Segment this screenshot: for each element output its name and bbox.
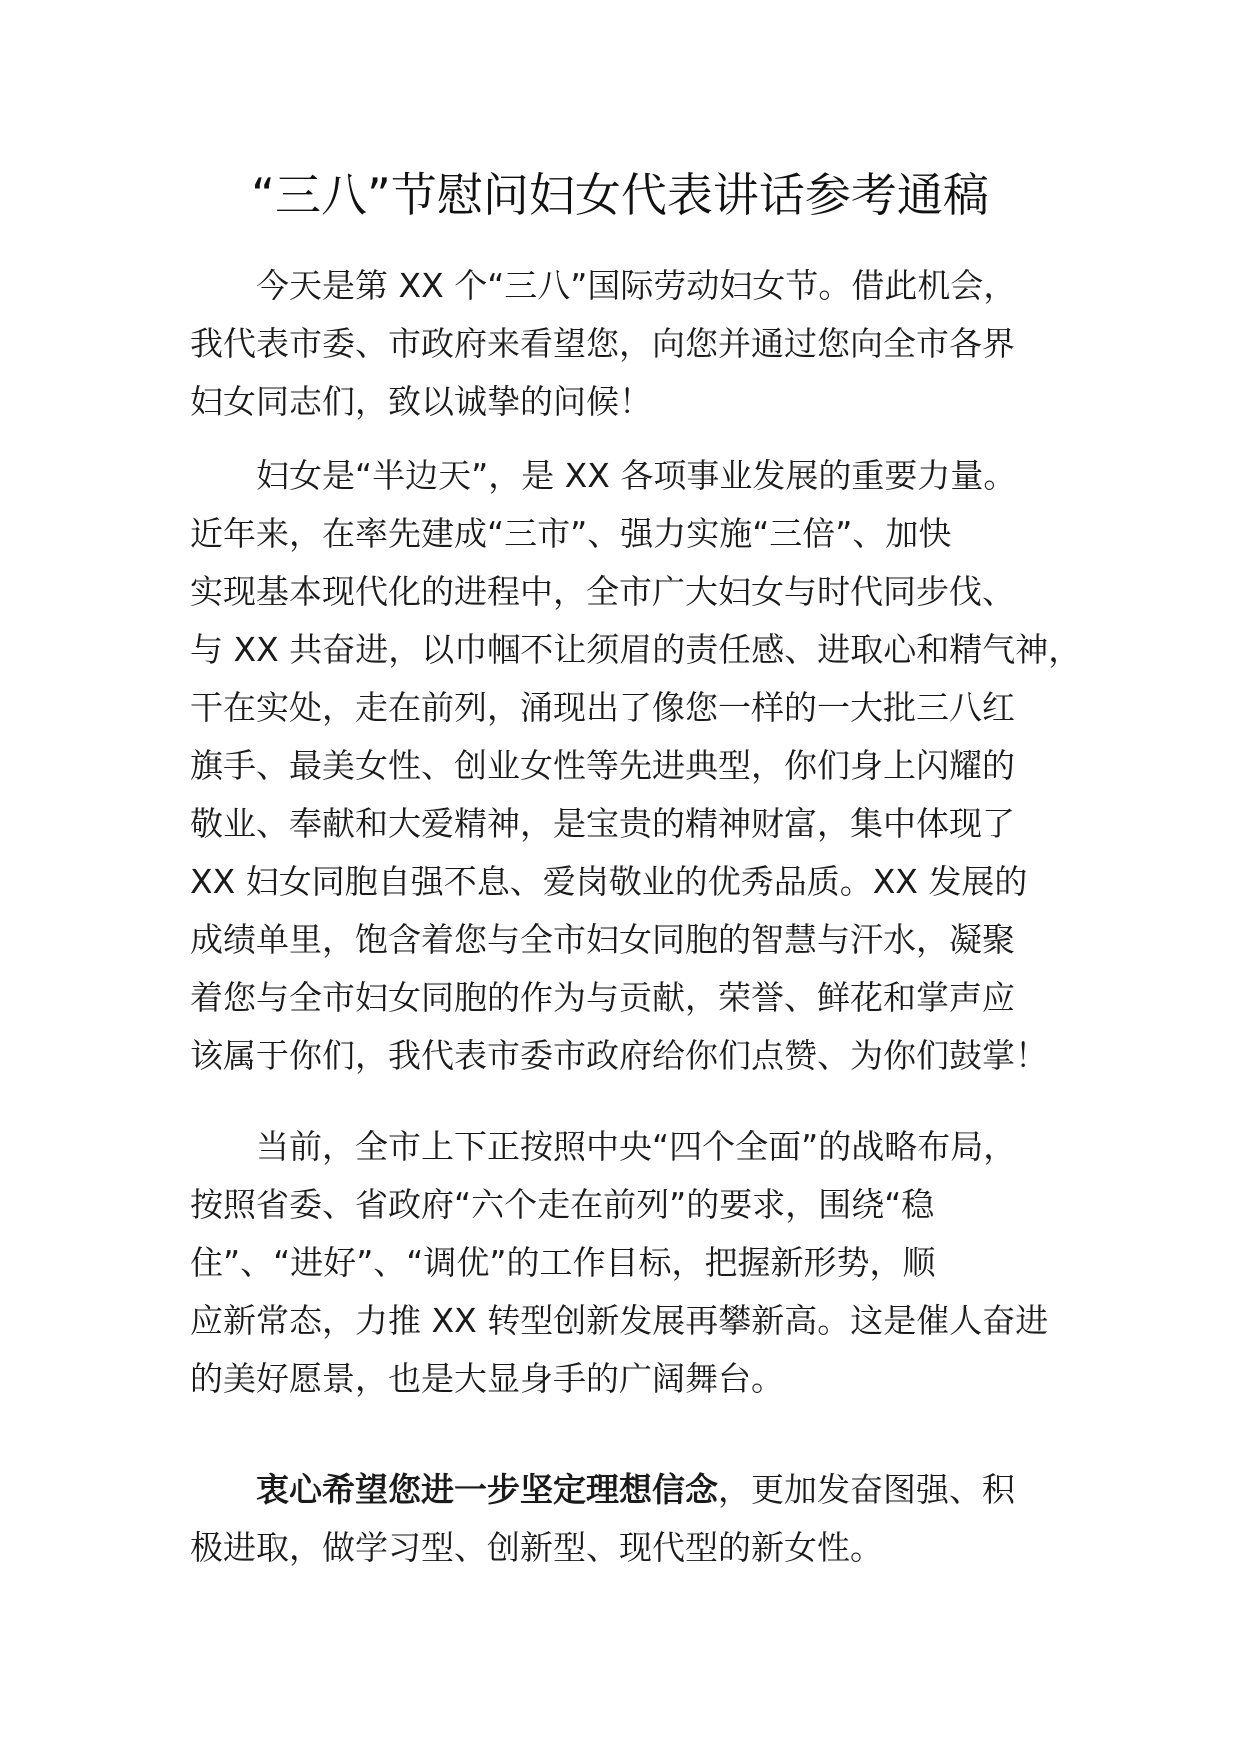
paragraph-line: 妇女是“半边天”，是 XX 各项事业发展的重要力量。 (256, 456, 1017, 495)
paragraph-line: 敬业、奉献和大爱精神，是宝贵的精神财富，集中体现了 (190, 804, 1015, 843)
paragraph-line: 与 XX 共奋进，以巾帼不让须眉的责任感、进取心和精气神， (190, 630, 1082, 669)
paragraph-text: ，更加发奋图强、积 (718, 1470, 1015, 1509)
paragraph-line: 应新常态，力推 XX 转型创新发展再攀新高。这是催人奋进 (190, 1301, 1049, 1340)
paragraph-line: 该属于你们，我代表市委市政府给你们点赞、为你们鼓掌！ (190, 1036, 1048, 1075)
paragraph-line: 旗手、最美女性、创业女性等先进典型，你们身上闪耀的 (190, 746, 1015, 785)
paragraph-line: 极进取，做学习型、创新型、现代型的新女性。 (190, 1528, 883, 1567)
paragraph-line: 住”、“进好”、“调优”的工作目标，把握新形势，顺 (190, 1243, 936, 1282)
paragraph-line (190, 1461, 1090, 1519)
paragraph-greeting (190, 257, 1090, 431)
paragraph-line: 的美好愿景，也是大显身手的广阔舞台。 (190, 1359, 784, 1398)
document-title: “三八”节慰问妇女代表讲话参考通稿 (251, 168, 989, 222)
paragraph-line: XX 妇女同胞自强不息、爱岗敬业的优秀品质。XX 发展的 (190, 862, 1028, 901)
paragraph-women-contribution (190, 447, 1090, 1085)
paragraph-line: 妇女同志们，致以诚挚的问候！ (190, 382, 652, 421)
paragraph-line: 干在实处，走在前列，涌现出了像您一样的一大批三八红 (190, 688, 1015, 727)
paragraph-line: 按照省委、省政府“六个走在前列”的要求，围绕“稳 (190, 1185, 935, 1224)
paragraph-line: 成绩单里，饱含着您与全市妇女同胞的智慧与汗水，凝聚 (190, 920, 1015, 959)
paragraph-line: 当前，全市上下正按照中央“四个全面”的战略布局， (256, 1127, 1017, 1166)
paragraph-line: 近年来，在率先建成“三市”、强力实施“三倍”、加快 (190, 514, 952, 553)
paragraph-current-situation (190, 1118, 1090, 1408)
paragraph-line: 实现基本现代化的进程中，全市广大妇女与时代同步伐、 (190, 572, 1015, 611)
bold-lead-text: 衷心希望您进一步坚定理想信念 (256, 1470, 718, 1509)
paragraph-hope (190, 1461, 1090, 1577)
paragraph-line: 我代表市委、市政府来看望您，向您并通过您向全市各界 (190, 324, 1015, 363)
paragraph-line: 着您与全市妇女同胞的作为与贡献，荣誉、鲜花和掌声应 (190, 978, 1015, 1017)
paragraph-line: 今天是第 XX 个“三八”国际劳动妇女节。借此机会， (256, 266, 1017, 305)
